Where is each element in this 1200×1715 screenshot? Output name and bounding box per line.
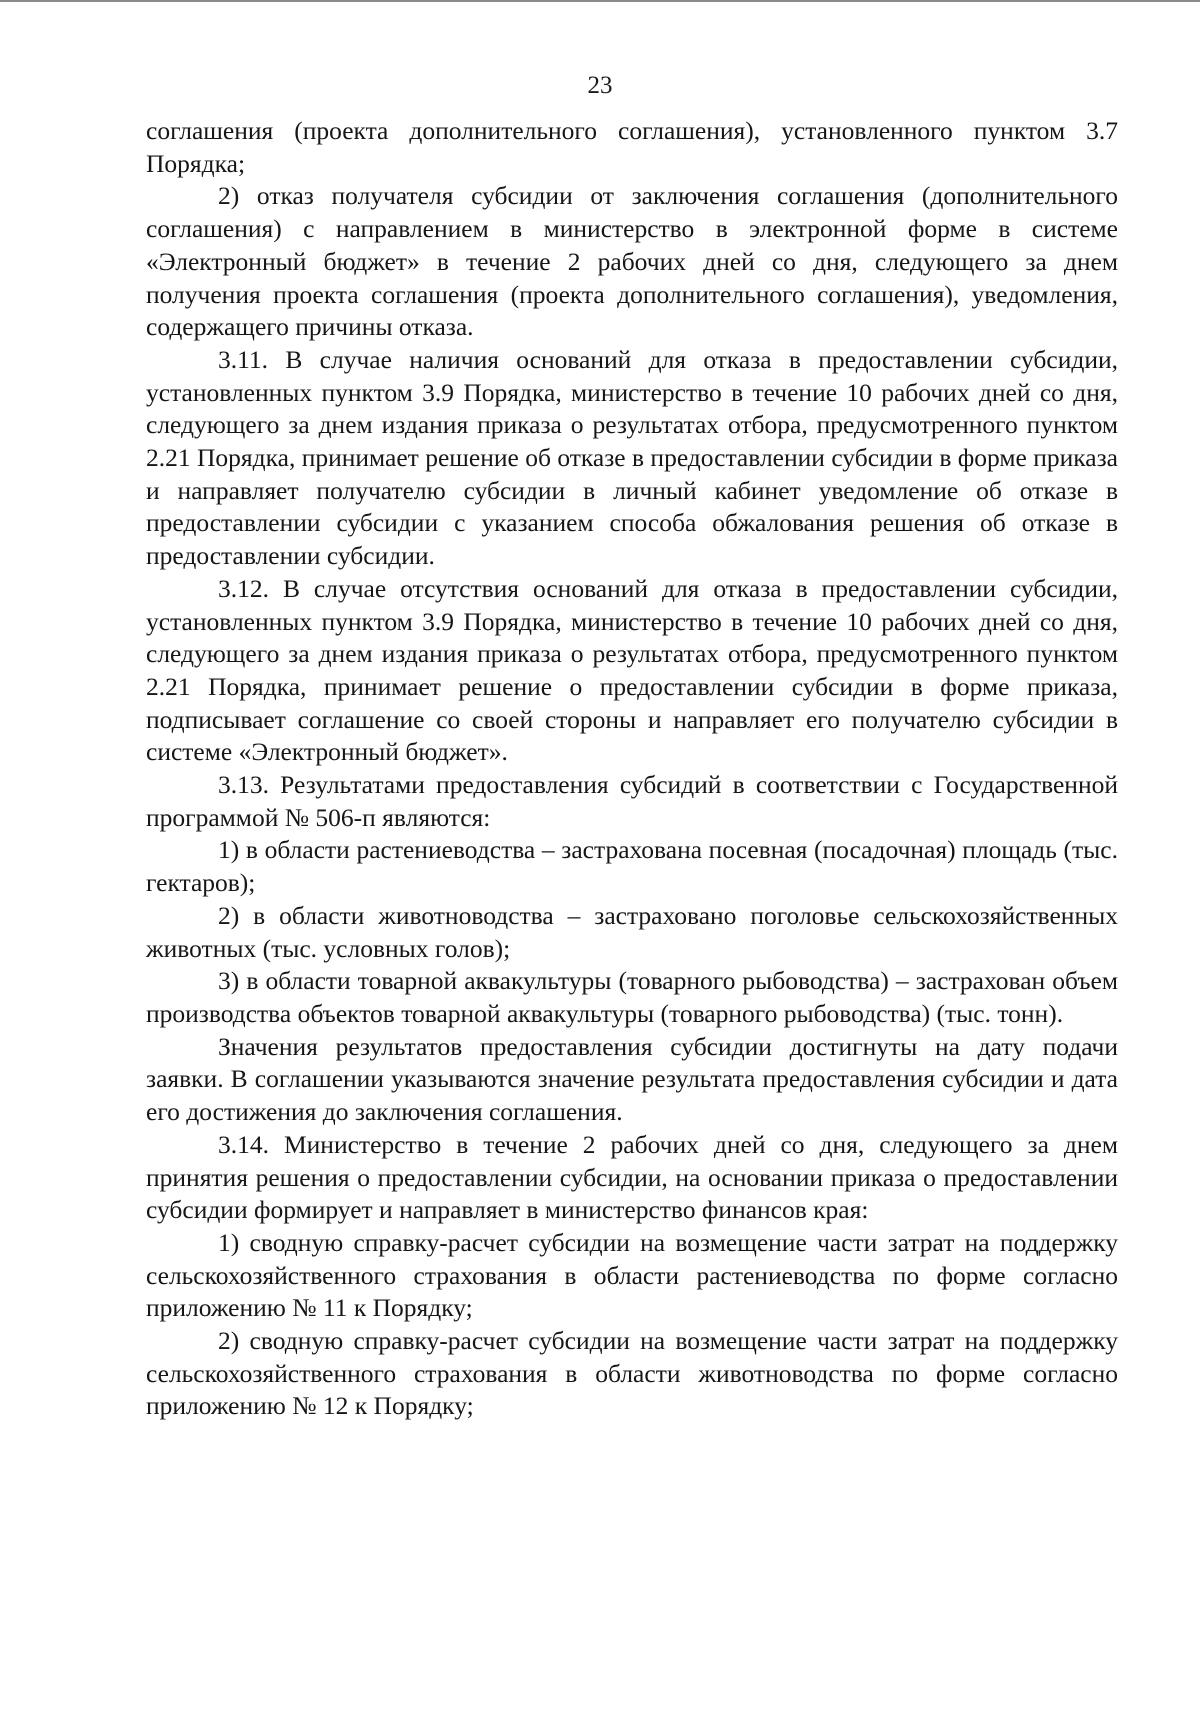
paragraph: 3.13. Результатами предоставления субсидий в соответствии с Государственной программой № 506-п являются: [146, 770, 1118, 832]
page-number: 23 [587, 72, 613, 99]
paragraph: соглашения (проекта дополнительного соглашения), установленного пунктом 3.7 Порядка; [146, 116, 1118, 178]
paragraph: 1) сводную справку-расчет субсидии на возмещение части затрат на поддержку сельскохозяйственного страхования в области растениеводства по форме согласно приложению № 11 к Порядку; [146, 1227, 1118, 1323]
paragraph: Значения результатов предоставления субсидии достигнуты на дату подачи заявки. В соглашении указываются значение результата предоставления субсидии и дата его достижения до заключения соглашения. [146, 1031, 1118, 1127]
paragraph: 3.14. Министерство в течение 2 рабочих дней со дня, следующего за днем принятия решения о предоставлении субсидии, на основании приказа о предоставлении субсидии формирует и направляет в министерство финансов края: [146, 1129, 1118, 1225]
paragraph: 2) отказ получателя субсидии от заключения соглашения (дополнительного соглашения) с направлением в министерство в электронной форме в системе «Электронный бюджет» в течение 2 рабочих дней со дня, следующего за днем получения проекта соглашения (проекта дополнительного соглашения), уведомления, содержащего причины отказа. [146, 181, 1118, 342]
paragraph: 2) в области животноводства – застраховано поголовье сельскохозяйственных животных (тыс. условных голов); [146, 900, 1118, 963]
paragraph: 3.12. В случае отсутствия оснований для отказа в предоставлении субсидии, установленных пунктом 3.9 Порядка, министерство в течение 10 рабочих дней со дня, следующего за днем издания приказа о результатах отбора, предусмотренного пунктом 2.21 Порядка, принимает решение о предоставлении субсидии в форме приказа, подписывает соглашение со своей стороны и направляет его получателю субсидии в системе «Электронный бюджет». [146, 573, 1118, 767]
paragraph: 1) в области растениеводства – застрахована посевная (посадочная) площадь (тыс. гектаров); [146, 835, 1118, 898]
document-body [146, 115, 1118, 1423]
paragraph: 2) сводную справку-расчет субсидии на возмещение части затрат на поддержку сельскохозяйственного страхования в области животноводства по форме согласно приложению № 12 к Порядку; [146, 1326, 1118, 1421]
paragraph: 3) в области товарной аквакультуры (товарного рыбоводства) – застрахован объем производства объектов товарной аквакультуры (товарного рыбоводства) (тыс. тонн). [146, 966, 1118, 1028]
paragraph: 3.11. В случае наличия оснований для отказа в предоставлении субсидии, установленных пунктом 3.9 Порядка, министерство в течение 10 рабочих дней со дня, следующего за днем издания приказа о результатах отбора, предусмотренного пунктом 2.21 Порядка, принимает решение об отказе в предоставлении субсидии в форме приказа и направляет получателю субсидии в личный кабинет уведомление об отказе в предоставлении субсидии с указанием способа обжалования решения об отказе в предоставлении субсидии. [146, 344, 1118, 571]
